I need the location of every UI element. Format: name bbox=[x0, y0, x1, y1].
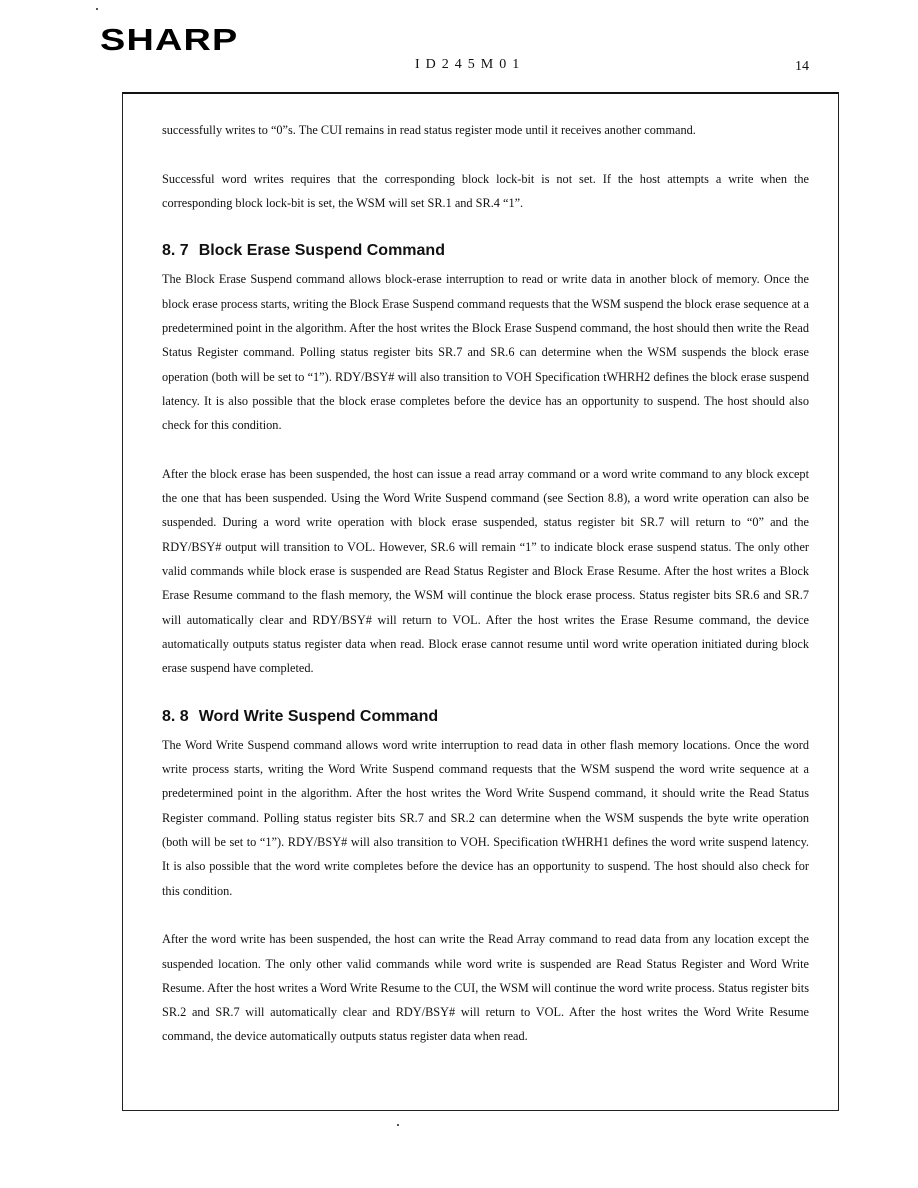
page-content bbox=[162, 118, 809, 1073]
section-number: 8. 8 bbox=[162, 707, 189, 725]
section-heading-8-7 bbox=[162, 239, 809, 263]
sharp-logo: SHARP bbox=[100, 22, 239, 57]
document-id: ID245M01 bbox=[415, 57, 526, 72]
section-title: Block Erase Suspend Command bbox=[198, 242, 445, 260]
section-title: Word Write Suspend Command bbox=[198, 707, 439, 725]
section-number: 8. 7 bbox=[162, 242, 189, 260]
paragraph-after-word-write: After the word write has been suspended, the host can write the Read Array command to read data from any location except the suspended location. The only other valid commands while word write is suspended are Read Status Register and Word Write Resume. After the host writes a Word Write Resume to the CUI, the WSM will continue the word write process. Status register bits SR.2 and SR.7 will automatically clear and RDY/BSY# will return to VOL. After the host writes the Word Write Resume command, the device automatically outputs status register data when read. bbox=[162, 932, 809, 1044]
scan-artifact bbox=[397, 1124, 399, 1126]
paragraph-after-block-erase: After the block erase has been suspended, the host can issue a read array command or a word write command to any block except the one that has been suspended. Using the Word Write Suspend command (see Section 8.8), a word write operation can also be suspended. During a word write operation with block erase suspended, status register bit SR.7 will return to “0” and the RDY/BSY# output will transition to VOL. However, SR.6 will remain “1” to indicate block erase suspend status. The only other valid commands while block erase is suspended are Read Status Register and Block Erase Resume. After the host writes a Block Erase Resume command to the flash memory, the WSM will continue the block erase process. Status register bits SR.6 and SR.7 will automatically clear and RDY/BSY# will return to VOL. After the host writes the Erase Resume command, the device automatically outputs status register data when read. Block erase cannot resume until word write operation initiated during block erase suspend have completed. bbox=[162, 466, 809, 676]
paragraph-word-write-suspend: The Word Write Suspend command allows word write interruption to read data in other flash memory locations. Once the word write process starts, writing the Word Write Suspend command requests that the WSM suspend the word write sequence at a predetermined point in the algorithm. After the host writes the Word Write Suspend command, it should write the Read Status Register command. Polling status register bits SR.7 and SR.2 can determine when the WSM suspends the byte write operation (both will be set to “1”). RDY/BSY# will also transition to VOH. Specification tWHRH1 defines the word write suspend latency. It is also possible that the word write completes before the device has an opportunity to suspend. The host should also check for this condition. bbox=[162, 737, 809, 898]
section-heading-8-8 bbox=[162, 705, 809, 729]
paragraph-block-erase-suspend: The Block Erase Suspend command allows block-erase interruption to read or write data in another block of memory. Once the block erase process starts, writing the Block Erase Suspend command requests that the WSM suspend the block erase sequence at a predetermined point in the algorithm. After the host writes the Block Erase Suspend command, the host should then write the Read Status Register command. Polling status register bits SR.7 and SR.6 can determine when the WSM suspends the block erase operation (both will be set to “1”). RDY/BSY# will also transition to VOH Specification tWHRH2 defines the block erase suspend latency. It is also possible that the block erase completes before the device has an opportunity to suspend. The host should also check for this condition. bbox=[162, 272, 809, 433]
paragraph-cui-status: successfully writes to “0”s. The CUI remains in read status register mode until it receives another command. bbox=[162, 123, 696, 137]
page-number: 14 bbox=[795, 59, 809, 74]
paragraph-lock-bit: Successful word writes requires that the corresponding block lock-bit is not set. If the host attempts a write when the corresponding block lock-bit is set, the WSM will set SR.1 and SR.4 “1”. bbox=[162, 171, 809, 210]
scan-artifact bbox=[96, 8, 98, 10]
